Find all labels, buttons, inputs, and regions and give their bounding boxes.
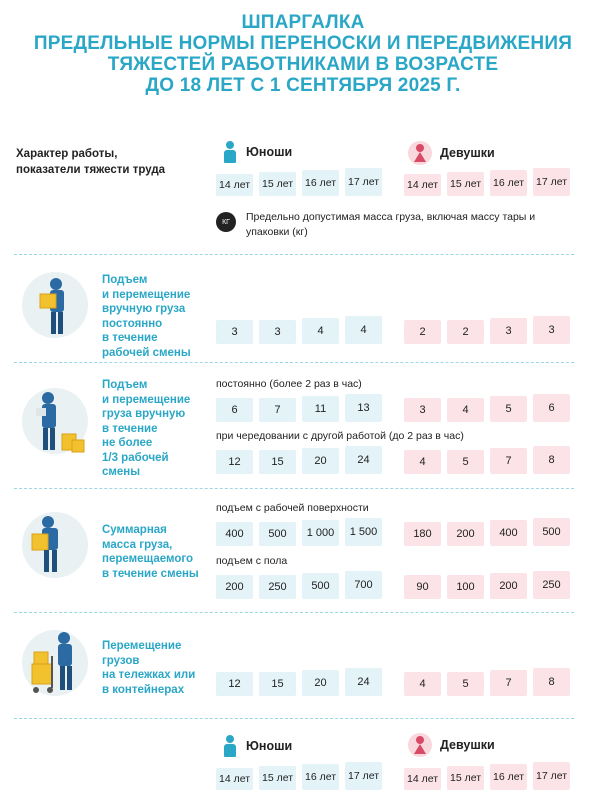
value-cell: 4 <box>404 450 441 474</box>
section-label-line: Подъем <box>102 379 148 391</box>
value-cell: 7 <box>490 670 527 696</box>
worker-carrying-box-icon <box>22 272 88 344</box>
boy-icon <box>222 735 238 757</box>
work-type-header <box>16 146 206 178</box>
section-label-line: груза вручную <box>102 408 186 420</box>
value-cell: 700 <box>345 571 382 599</box>
girls-values-row <box>404 668 570 696</box>
girls-age-row-bottom <box>404 762 570 790</box>
header-label-line: показатели тяжести труда <box>16 164 166 176</box>
value-cell: 1 500 <box>345 518 382 546</box>
value-cell: 200 <box>216 575 253 599</box>
age-cell: 14 лет <box>216 768 253 790</box>
girls-label: Девушки <box>440 146 495 160</box>
value-cell: 500 <box>533 518 570 546</box>
age-cell: 17 лет <box>345 168 382 196</box>
value-cell: 2 <box>404 320 441 344</box>
age-cell: 15 лет <box>447 766 484 790</box>
value-cell: 3 <box>533 316 570 344</box>
value-cell: 15 <box>259 672 296 696</box>
age-cell: 17 лет <box>533 762 570 790</box>
boys-age-row <box>216 168 382 196</box>
value-cell: 20 <box>302 448 339 474</box>
section-label-line: масса груза, <box>102 538 173 551</box>
divider <box>14 254 574 255</box>
girls-values-row <box>404 518 570 546</box>
age-cell: 15 лет <box>259 766 296 790</box>
value-cell: 8 <box>533 668 570 696</box>
boys-values-row <box>216 518 382 546</box>
value-cell: 20 <box>302 670 339 696</box>
age-cell: 14 лет <box>404 174 441 196</box>
age-cell: 16 лет <box>302 170 339 196</box>
value-cell: 13 <box>345 394 382 422</box>
value-cell: 2 <box>447 320 484 344</box>
value-cell: 3 <box>404 398 441 422</box>
boys-values-row <box>216 446 382 474</box>
kg-note <box>216 210 546 240</box>
age-cell: 15 лет <box>259 172 296 196</box>
page-title <box>0 12 606 96</box>
section-label <box>102 378 212 480</box>
value-cell: 7 <box>490 448 527 474</box>
subcategory-label: постоянно (более 2 раз в час) <box>216 378 362 390</box>
section-label-line: постоянно <box>102 317 163 330</box>
worker-lifting-box-icon <box>22 512 88 584</box>
age-cell: 16 лет <box>302 764 339 790</box>
section-label-line: грузов <box>102 654 140 667</box>
age-cell: 16 лет <box>490 764 527 790</box>
value-cell: 7 <box>259 398 296 422</box>
value-cell: 24 <box>345 668 382 696</box>
section-label-line: рабочей смены <box>102 346 191 359</box>
value-cell: 6 <box>533 394 570 422</box>
kg-note-text: Предельно допустимая масса груза, включая массу тары и упаковки (кг) <box>246 211 536 238</box>
girls-values-row <box>404 394 570 422</box>
section-label-line: Перемещение <box>102 640 182 652</box>
age-cell: 17 лет <box>533 168 570 196</box>
boys-values-row <box>216 668 382 696</box>
girls-age-row <box>404 168 570 196</box>
boys-label: Юноши <box>246 739 293 753</box>
value-cell: 250 <box>259 575 296 599</box>
value-cell: 4 <box>345 316 382 344</box>
title-line: ШПАРГАЛКА <box>241 12 365 33</box>
boys-age-row-bottom <box>216 762 382 790</box>
worker-with-cart-icon <box>22 630 88 702</box>
boys-values-row <box>216 571 382 599</box>
value-cell: 200 <box>447 522 484 546</box>
section-label-line: и перемещение <box>102 393 191 406</box>
value-cell: 15 <box>259 450 296 474</box>
worker-with-boxes-icon <box>22 388 88 460</box>
value-cell: 24 <box>345 446 382 474</box>
title-line: ДО 18 ЛЕТ С 1 СЕНТЯБРЯ 2025 Г. <box>145 75 461 96</box>
value-cell: 12 <box>216 450 253 474</box>
section-label-line: в течение <box>102 332 158 344</box>
value-cell: 5 <box>447 450 484 474</box>
section-label-line: перемещаемого <box>102 553 194 565</box>
section-label-line: в течение смены <box>102 567 199 580</box>
value-cell: 250 <box>533 571 570 599</box>
section-label-line: 1/3 рабочей <box>102 451 169 464</box>
boy-icon <box>222 141 238 163</box>
subcategory-label: при чередовании с другой работой (до 2 раз в час) <box>216 430 464 442</box>
age-cell: 17 лет <box>345 762 382 790</box>
divider <box>14 718 574 719</box>
girl-icon <box>408 733 432 757</box>
girls-header-bottom <box>408 733 495 757</box>
section-label-line: смены <box>102 466 141 478</box>
section-label-line: и перемещение <box>102 288 191 301</box>
value-cell: 4 <box>302 318 339 344</box>
section-label <box>102 273 212 360</box>
boys-label: Юноши <box>246 145 293 159</box>
section-label-line: Подъем <box>102 274 148 286</box>
section-label-line: Суммарная <box>102 524 167 536</box>
value-cell: 100 <box>447 575 484 599</box>
boys-header-bottom <box>222 735 292 757</box>
girls-values-row <box>404 316 570 344</box>
value-cell: 200 <box>490 573 527 599</box>
value-cell: 11 <box>302 396 339 422</box>
value-cell: 500 <box>259 522 296 546</box>
title-line: ПРЕДЕЛЬНЫЕ НОРМЫ ПЕРЕНОСКИ И ПЕРЕДВИЖЕНИЯ <box>33 33 573 54</box>
section-label <box>102 639 212 697</box>
subcategory-label: подъем с рабочей поверхности <box>216 502 369 514</box>
girls-values-row <box>404 446 570 474</box>
divider <box>14 362 574 363</box>
value-cell: 500 <box>302 573 339 599</box>
value-cell: 180 <box>404 522 441 546</box>
boys-values-row <box>216 394 382 422</box>
value-cell: 400 <box>216 522 253 546</box>
section-label-line: не более <box>102 437 153 449</box>
value-cell: 12 <box>216 672 253 696</box>
value-cell: 5 <box>447 672 484 696</box>
value-cell: 3 <box>490 318 527 344</box>
section-label-line: на тележках или <box>102 669 196 681</box>
age-cell: 15 лет <box>447 172 484 196</box>
value-cell: 3 <box>259 320 296 344</box>
value-cell: 400 <box>490 520 527 546</box>
value-cell: 6 <box>216 398 253 422</box>
section-label-line: в течение <box>102 422 158 435</box>
divider <box>14 612 574 613</box>
girls-values-row <box>404 571 570 599</box>
value-cell: 1 000 <box>302 520 339 546</box>
boys-values-row <box>216 316 382 344</box>
section-label <box>102 523 212 581</box>
girl-icon <box>408 141 432 165</box>
divider <box>14 488 574 489</box>
age-cell: 14 лет <box>216 174 253 196</box>
girls-header <box>408 141 495 165</box>
age-cell: 14 лет <box>404 768 441 790</box>
subcategory-label: подъем с пола <box>216 555 288 567</box>
boys-header <box>222 141 292 163</box>
value-cell: 3 <box>216 320 253 344</box>
value-cell: 4 <box>404 672 441 696</box>
age-cell: 16 лет <box>490 170 527 196</box>
weight-icon: КГ <box>216 212 236 232</box>
value-cell: 5 <box>490 396 527 422</box>
girls-label: Девушки <box>440 738 495 752</box>
value-cell: 90 <box>404 575 441 599</box>
value-cell: 4 <box>447 398 484 422</box>
header-label-line: Характер работы, <box>16 148 118 160</box>
section-label-line: в контейнерах <box>102 683 185 696</box>
title-line: ТЯЖЕСТЕЙ РАБОТНИКАМИ В ВОЗРАСТЕ <box>107 54 499 75</box>
section-label-line: вручную груза <box>102 303 186 315</box>
value-cell: 8 <box>533 446 570 474</box>
